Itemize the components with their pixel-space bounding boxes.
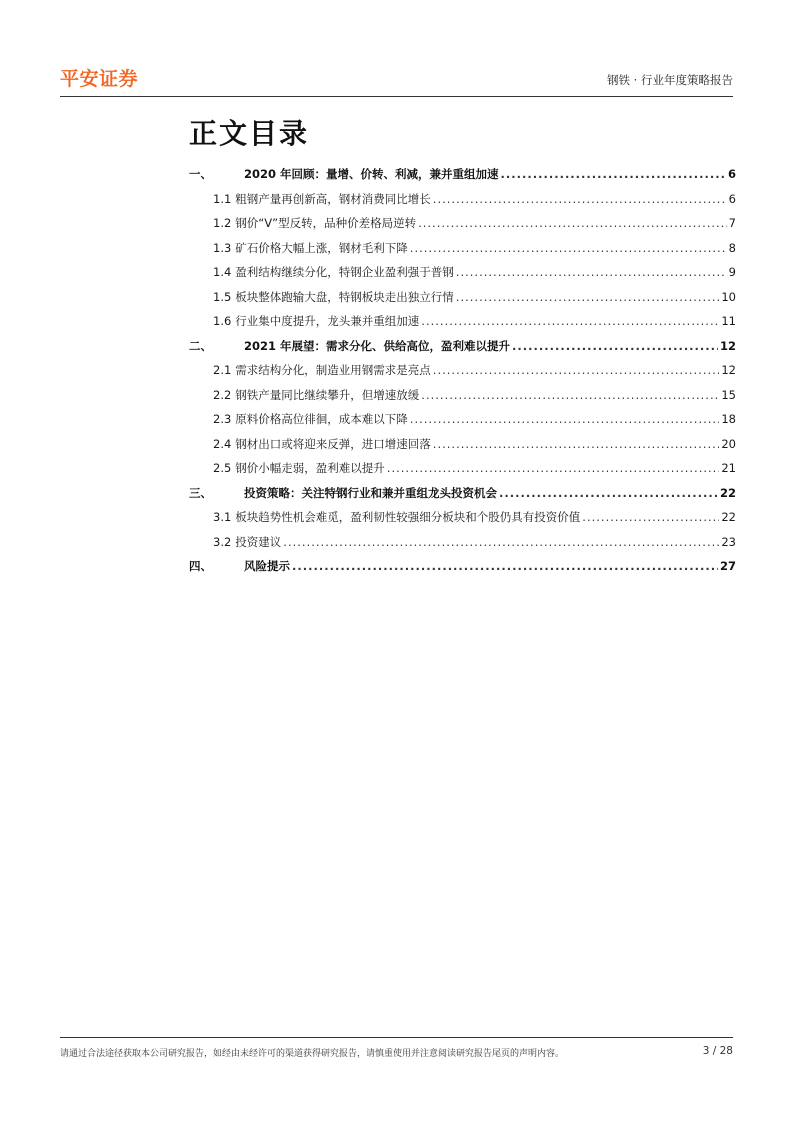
toc-subsection-entry[interactable] [189,534,736,559]
toc-dot-leader [421,388,719,402]
toc-entry-label: 盈利结构继续分化，特钢企业盈利强于普钢 [235,265,454,279]
toc-dot-leader [410,412,720,426]
toc-entry-number: 3.1 [213,510,232,524]
toc-dot-leader [421,314,719,328]
toc-subsection-entry[interactable] [189,411,736,436]
toc-entry-page: 22 [721,510,736,524]
page-header [60,62,733,98]
toc-entry-number: 2.3 [213,412,232,426]
toc-entry-label: 投资策略：关注特钢行业和兼并重组龙头投资机会 [244,485,497,500]
toc-entry-page: 20 [721,436,736,451]
toc-entry-number: 2.1 [213,363,232,377]
toc-entry-label: 2021 年展望：需求分化、供给高位，盈利难以提升 [244,338,511,353]
toc-subsection-entry[interactable] [189,460,736,485]
toc-dot-leader [456,290,720,304]
toc-dot-leader [433,363,720,377]
toc-entry-label: 钢价“V”型反转，品种价差格局逆转 [235,216,417,230]
toc-dot-leader [499,486,718,500]
toc-entry-label: 投资建议 [235,534,282,549]
toc-title: 正文目录 [189,117,310,150]
toc-section-entry[interactable] [189,558,736,583]
toc-subsection-entry[interactable] [189,289,736,314]
toc-entry-page: 11 [721,314,736,328]
toc-section-entry[interactable] [189,338,736,363]
toc-entry-label: 行业集中度提升，龙头兼并重组加速 [235,314,420,328]
toc-subsection-entry[interactable] [189,362,736,387]
toc-entry-page: 22 [719,485,736,500]
toc-dot-leader [582,510,719,524]
toc-subsection-entry[interactable] [189,509,736,534]
toc-entry-label: 板块趋势性机会难觅，盈利韧性较强细分板块和个股仍具有投资价值 [235,510,581,524]
toc-entry-number: 2.2 [213,387,232,402]
page-number: 3 / 28 [702,1045,733,1057]
toc-entry-label: 钢材出口或将迎来反弹，进口增速回落 [235,436,431,451]
toc-subsection-entry[interactable] [189,240,736,265]
toc-dot-leader [433,437,720,451]
toc-entry-page: 12 [721,363,736,377]
toc-entry-number: 一、 [189,167,212,181]
toc-entry-page: 9 [728,265,736,279]
toc-subsection-entry[interactable] [189,436,736,461]
toc-entry-page: 21 [721,461,736,475]
toc-entry-page: 23 [721,534,736,549]
toc-dot-leader [418,216,727,230]
toc-subsection-entry[interactable] [189,215,736,240]
toc-entry-number: 1.3 [213,240,232,255]
toc-entry-number: 2.4 [213,436,232,451]
toc-entry-label: 需求结构分化，制造业用钢需求是亮点 [235,363,431,377]
toc-entry-page: 7 [728,216,736,230]
toc-entry-label: 风险提示 [244,559,290,573]
toc-entry-page: 6 [728,191,736,206]
toc-entry-page: 27 [719,559,736,573]
toc-entry-label: 矿石价格大幅上涨，钢材毛利下降 [235,240,408,255]
toc-subsection-entry[interactable] [189,191,736,216]
toc-section-entry[interactable] [189,485,736,510]
toc-entry-label: 板块整体跑输大盘，特钢板块走出独立行情 [235,289,454,304]
toc-dot-leader [433,192,727,206]
toc-entry-number: 1.1 [213,191,232,206]
toc-entry-number: 3.2 [213,534,232,549]
toc-entry-label: 2020 年回顾：量增、价转、利减，兼并重组加速 [244,167,499,181]
toc-entry-label: 钢价小幅走弱，盈利难以提升 [235,461,385,475]
report-title: 钢铁 · 行业年度策略报告 [607,73,733,87]
toc-entry-page: 18 [721,412,736,426]
toc-entry-label: 原料价格高位徘徊，成本难以下降 [235,412,408,426]
toc-subsection-entry[interactable] [189,387,736,412]
footer-disclaimer: 请通过合法途径获取本公司研究报告，如经由未经许可的渠道获得研究报告，请慎重使用并注意阅读研究报告尾页的声明内容。 [60,1049,565,1059]
toc-subsection-entry[interactable] [189,264,736,289]
toc-entry-number: 1.6 [213,314,232,328]
toc-entry-page: 8 [728,240,736,255]
table-of-contents [189,166,736,583]
toc-dot-leader [387,461,720,475]
toc-entry-page: 6 [727,167,736,181]
toc-entry-page: 10 [721,289,736,304]
toc-entry-number: 四、 [189,559,212,573]
toc-entry-label: 粗钢产量再创新高，钢材消费同比增长 [235,191,431,206]
toc-dot-leader [410,241,727,255]
toc-entry-number: 二、 [189,338,212,353]
footer-divider [60,1037,733,1038]
toc-dot-leader [456,265,727,279]
toc-subsection-entry[interactable] [189,313,736,338]
toc-entry-label: 钢铁产量同比继续攀升，但增速放缓 [235,387,420,402]
toc-entry-number: 1.4 [213,265,232,279]
toc-section-entry[interactable] [189,166,736,191]
toc-entry-page: 12 [719,338,736,353]
brand-logo: 平安证券 [60,68,139,90]
toc-dot-leader [512,339,718,353]
toc-entry-number: 2.5 [213,461,232,475]
toc-entry-number: 三、 [189,485,212,500]
toc-entry-number: 1.5 [213,289,232,304]
toc-dot-leader [292,559,718,573]
header-divider [60,96,733,97]
toc-dot-leader [501,167,726,181]
toc-dot-leader [283,535,719,549]
toc-entry-number: 1.2 [213,216,232,230]
toc-entry-page: 15 [721,387,736,402]
